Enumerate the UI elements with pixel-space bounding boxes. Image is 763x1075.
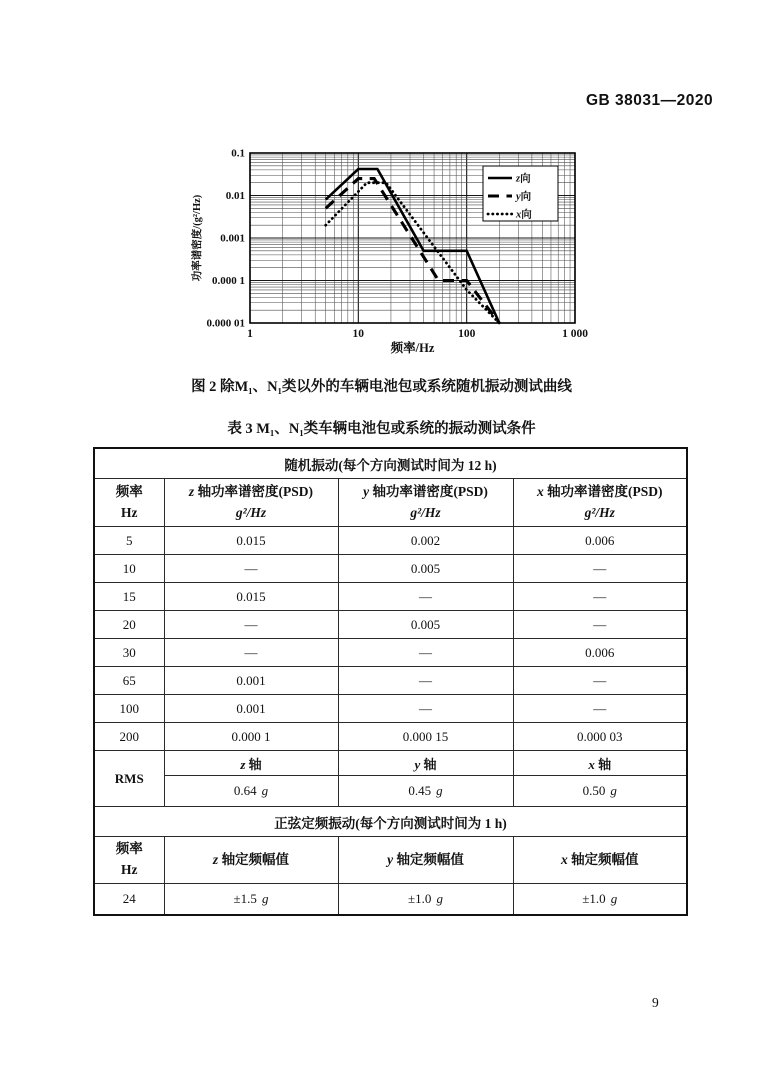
y-psd-cell: — xyxy=(338,667,513,695)
sine-y-header: y 轴定频幅值 xyxy=(338,837,513,884)
y-psd-cell: — xyxy=(338,639,513,667)
z-psd-cell: — xyxy=(164,555,338,583)
x-psd-cell: 0.000 03 xyxy=(513,723,687,751)
table-row xyxy=(94,667,687,695)
figure-caption: 图 2 除M₁、N₁类以外的车辆电池包或系统随机振动测试曲线 xyxy=(191,379,572,395)
z-psd-cell: 0.001 xyxy=(164,695,338,723)
table-row xyxy=(94,723,687,751)
sine-section-title: 正弦定频振动(每个方向测试时间为 1 h) xyxy=(94,807,687,837)
x-psd-cell: 0.006 xyxy=(513,527,687,555)
svg-text:0.01: 0.01 xyxy=(225,190,245,202)
freq-cell: 10 xyxy=(94,555,164,583)
sine-freq-cell: 24 xyxy=(94,884,164,916)
freq-cell: 65 xyxy=(94,667,164,695)
freq-cell: 200 xyxy=(94,723,164,751)
table-row xyxy=(94,639,687,667)
z-psd-cell: — xyxy=(164,611,338,639)
sine-x-value: ±1.0 g xyxy=(513,884,687,916)
rms-x-axis-header: x 轴 xyxy=(513,751,687,776)
x-psd-cell: — xyxy=(513,667,687,695)
freq-cell: 100 xyxy=(94,695,164,723)
table-row xyxy=(94,555,687,583)
freq-cell: 5 xyxy=(94,527,164,555)
svg-text:0.000 1: 0.000 1 xyxy=(212,275,245,287)
y-psd-cell: — xyxy=(338,695,513,723)
rms-value-row xyxy=(94,776,687,807)
sine-freq-header: 频率 Hz xyxy=(94,837,164,884)
z-psd-cell: — xyxy=(164,639,338,667)
x-psd-cell: — xyxy=(513,555,687,583)
sine-x-header: x 轴定频幅值 xyxy=(513,837,687,884)
rms-z-axis-header: z 轴 xyxy=(164,751,338,776)
sine-header-row xyxy=(94,837,687,884)
sine-value-row xyxy=(94,884,687,916)
freq-cell: 20 xyxy=(94,611,164,639)
table-row xyxy=(94,527,687,555)
y-psd-cell: 0.000 15 xyxy=(338,723,513,751)
svg-text:1: 1 xyxy=(247,328,253,340)
y-psd-header: y 轴功率谱密度(PSD) g²/Hz xyxy=(338,479,513,527)
page-number: 9 xyxy=(652,995,659,1010)
z-psd-cell: 0.015 xyxy=(164,583,338,611)
rms-label: RMS xyxy=(94,751,164,807)
rms-y-value: 0.45 g xyxy=(338,776,513,807)
svg-text:10: 10 xyxy=(352,328,365,340)
table-row xyxy=(94,611,687,639)
sine-y-value: ±1.0 g xyxy=(338,884,513,916)
x-psd-cell: 0.006 xyxy=(513,639,687,667)
y-psd-cell: 0.005 xyxy=(338,611,513,639)
random-header-row xyxy=(94,479,687,527)
figure-2-chart xyxy=(185,136,615,368)
svg-text:z向: z向 xyxy=(516,173,531,185)
rms-y-axis-header: y 轴 xyxy=(338,751,513,776)
svg-text:0.001: 0.001 xyxy=(220,232,245,245)
table-row xyxy=(94,583,687,611)
svg-text:功率谱密度/(g²/Hz): 功率谱密度/(g²/Hz) xyxy=(192,194,203,282)
freq-header: 频率 Hz xyxy=(94,479,164,527)
freq-cell: 30 xyxy=(94,639,164,667)
x-psd-header: x 轴功率谱密度(PSD) g²/Hz xyxy=(513,479,687,527)
svg-text:x向: x向 xyxy=(516,209,532,221)
table-caption: 表 3 M₁、N₁类车辆电池包或系统的振动测试条件 xyxy=(227,421,536,437)
svg-text:0.000 01: 0.000 01 xyxy=(206,317,245,330)
sine-z-header: z 轴定频幅值 xyxy=(164,837,338,884)
svg-text:y向: y向 xyxy=(516,191,532,203)
rms-z-value: 0.64 g xyxy=(164,776,338,807)
x-psd-cell: — xyxy=(513,611,687,639)
z-psd-header: z 轴功率谱密度(PSD) g²/Hz xyxy=(164,479,338,527)
svg-text:0.1: 0.1 xyxy=(231,147,245,160)
x-psd-cell: — xyxy=(513,695,687,723)
table-row xyxy=(94,695,687,723)
random-section-row xyxy=(94,448,687,479)
sine-section-row xyxy=(94,807,687,837)
random-section-title: 随机振动(每个方向测试时间为 12 h) xyxy=(94,448,687,479)
y-psd-cell: — xyxy=(338,583,513,611)
standard-number: GB 38031—2020 xyxy=(586,92,714,109)
x-psd-cell: — xyxy=(513,583,687,611)
vibration-table xyxy=(93,447,688,916)
svg-text:1 000: 1 000 xyxy=(562,328,588,340)
y-psd-cell: 0.002 xyxy=(338,527,513,555)
freq-cell: 15 xyxy=(94,583,164,611)
svg-text:100: 100 xyxy=(458,328,476,340)
svg-text:频率/Hz: 频率/Hz xyxy=(390,341,435,355)
z-psd-cell: 0.001 xyxy=(164,667,338,695)
rms-x-value: 0.50 g xyxy=(513,776,687,807)
sine-z-value: ±1.5 g xyxy=(164,884,338,916)
z-psd-cell: 0.015 xyxy=(164,527,338,555)
rms-axis-row xyxy=(94,751,687,776)
y-psd-cell: 0.005 xyxy=(338,555,513,583)
figure-2-chart-svg xyxy=(185,136,615,368)
z-psd-cell: 0.000 1 xyxy=(164,723,338,751)
